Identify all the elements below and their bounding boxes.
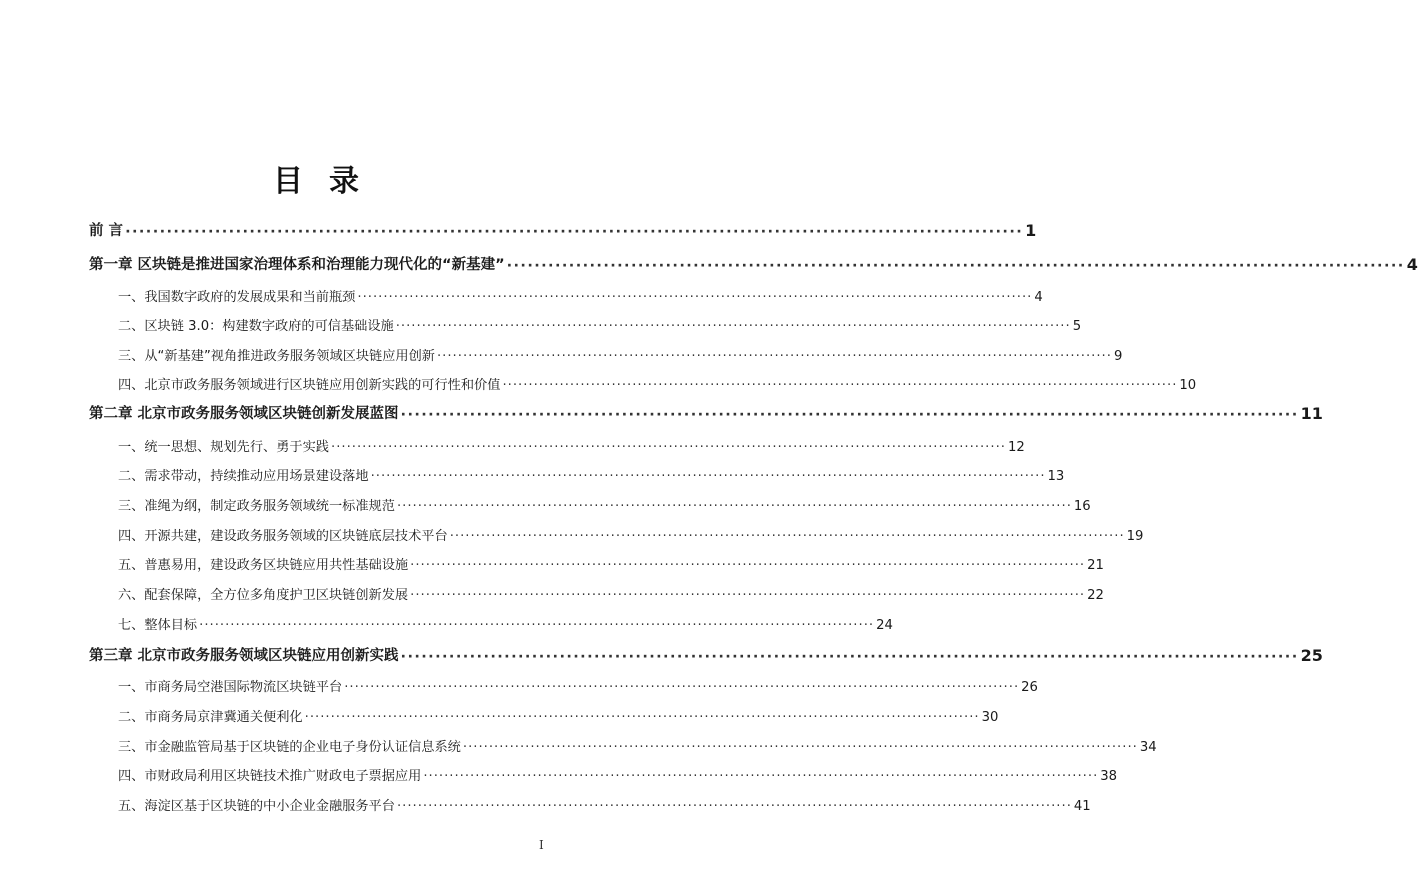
toc-entry-page: 38	[1100, 769, 1118, 784]
toc-dot-leader: ··································································································································	[423, 769, 1099, 784]
toc-entry-label: 第三章 北京市政务服务领域区块链应用创新实践	[89, 648, 399, 664]
toc-dot-leader: ··································································································································	[357, 290, 1033, 305]
toc-dot-leader: ··································································································································	[449, 529, 1125, 544]
toc-dot-leader: ··································································································································	[506, 258, 1405, 274]
toc-entry-page: 11	[1300, 404, 1323, 423]
toc-entry-label: 六、配套保障，全方位多角度护卫区块链创新发展	[118, 588, 409, 603]
toc-section-entry[interactable]	[118, 433, 1025, 455]
toc-entry-page: 12	[1007, 440, 1025, 455]
toc-entry-label: 二、区块链 3.0：构建数字政府的可信基础设施	[118, 319, 394, 334]
toc-entry-label: 二、需求带动，持续推动应用场景建设落地	[118, 469, 369, 484]
toc-entry-label: 第二章 北京市政务服务领域区块链创新发展蓝图	[89, 406, 399, 422]
toc-dot-leader: ··································································································································	[396, 799, 1072, 814]
toc-entry-label: 五、海淀区基于区块链的中小企业金融服务平台	[118, 799, 395, 814]
toc-section-entry[interactable]	[118, 522, 1144, 544]
toc-entry-label: 七、整体目标	[118, 618, 198, 633]
toc-section-entry[interactable]	[118, 462, 1065, 484]
toc-section-entry[interactable]	[118, 283, 1043, 305]
toc-section-entry[interactable]	[118, 492, 1091, 514]
toc-entry-page: 25	[1300, 646, 1323, 665]
toc-dot-leader: ··································································································································	[462, 740, 1138, 755]
toc-entry-page: 22	[1087, 588, 1104, 603]
toc-entry-page: 24	[876, 618, 893, 633]
toc-dot-leader: ··································································································································	[331, 440, 1006, 455]
toc-section-entry[interactable]	[118, 342, 1123, 364]
toc-chapter-entry[interactable]	[89, 401, 1323, 423]
toc-entry-page: 4	[1406, 255, 1418, 274]
toc-dot-leader: ··································································································································	[502, 378, 1178, 393]
toc-entry-label: 四、开源共建，建设政务服务领域的区块链底层技术平台	[118, 529, 448, 544]
toc-entry-page: 9	[1113, 349, 1123, 364]
toc-section-entry[interactable]	[118, 762, 1118, 784]
toc-entry-label: 四、北京市政务服务领域进行区块链应用创新实践的可行性和价值	[118, 378, 501, 393]
toc-entry-label: 前 言	[89, 223, 124, 239]
toc-dot-leader: ··································································································································	[400, 407, 1299, 423]
toc-section-entry[interactable]	[118, 733, 1157, 755]
toc-dot-leader: ··································································································································	[199, 618, 875, 633]
toc-entry-label: 四、市财政局利用区块链技术推广财政电子票据应用	[118, 769, 422, 784]
toc-chapter-entry[interactable]	[89, 252, 1418, 274]
toc-dot-leader: ··································································································································	[400, 649, 1299, 665]
toc-entry-label: 三、市金融监管局基于区块链的企业电子身份认证信息系统	[118, 740, 461, 755]
toc-entry-page: 34	[1139, 740, 1157, 755]
toc-section-entry[interactable]	[118, 611, 893, 633]
toc-dot-leader: ··································································································································	[410, 558, 1086, 573]
toc-chapter-entry[interactable]	[89, 218, 1037, 240]
toc-chapter-entry[interactable]	[89, 643, 1323, 665]
toc-section-entry[interactable]	[118, 792, 1091, 814]
toc-entry-page: 26	[1021, 680, 1038, 695]
toc-entry-page: 16	[1073, 499, 1091, 514]
toc-entry-page: 1	[1025, 221, 1037, 240]
toc-entry-page: 5	[1072, 319, 1082, 334]
toc-section-entry[interactable]	[118, 312, 1082, 334]
toc-entry-page: 4	[1034, 290, 1043, 305]
toc-section-entry[interactable]	[118, 703, 999, 725]
toc-dot-leader: ··································································································································	[436, 349, 1112, 364]
toc-entry-label: 一、市商务局空港国际物流区块链平台	[118, 680, 343, 695]
toc-entry-label: 三、准绳为纲，制定政务服务领域统一标准规范	[118, 499, 395, 514]
toc-entry-label: 一、统一思想、规划先行、勇于实践	[118, 440, 329, 455]
toc-section-entry[interactable]	[118, 581, 1104, 603]
toc-entry-page: 19	[1126, 529, 1144, 544]
toc-section-entry[interactable]	[118, 551, 1104, 573]
toc-dot-leader: ··································································································································	[125, 224, 1024, 240]
toc-entry-label: 第一章 区块链是推进国家治理体系和治理能力现代化的“新基建”	[89, 257, 505, 273]
toc-entry-page: 10	[1179, 378, 1197, 393]
toc-entry-page: 13	[1047, 469, 1065, 484]
toc-dot-leader: ··································································································································	[395, 319, 1071, 334]
toc-dot-leader: ··································································································································	[396, 499, 1072, 514]
toc-entry-label: 五、普惠易用，建设政务区块链应用共性基础设施	[118, 558, 409, 573]
toc-dot-leader: ··································································································································	[304, 710, 980, 725]
toc-dot-leader: ··································································································································	[344, 680, 1020, 695]
toc-entry-label: 三、从“新基建”视角推进政务服务领域区块链应用创新	[118, 349, 435, 364]
toc-entry-page: 30	[981, 710, 999, 725]
page-title: 目录	[273, 164, 385, 199]
page-number: I	[539, 838, 544, 852]
toc-dot-leader: ··································································································································	[410, 588, 1086, 603]
toc-section-entry[interactable]	[118, 673, 1038, 695]
toc-dot-leader: ··································································································································	[370, 469, 1046, 484]
toc-entry-label: 一、我国数字政府的发展成果和当前瓶颈	[118, 290, 356, 305]
toc-entry-label: 二、市商务局京津冀通关便利化	[118, 710, 303, 725]
toc-section-entry[interactable]	[118, 371, 1197, 393]
toc-entry-page: 41	[1073, 799, 1091, 814]
toc-entry-page: 21	[1087, 558, 1104, 573]
